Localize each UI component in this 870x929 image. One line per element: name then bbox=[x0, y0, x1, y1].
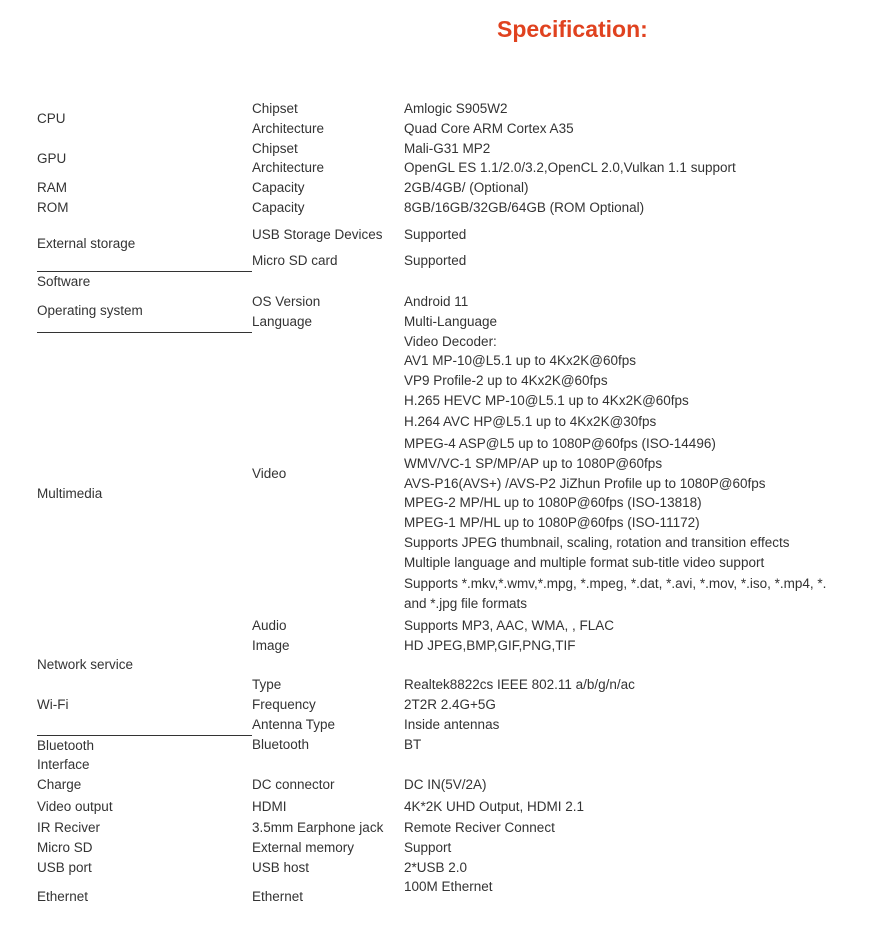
video-spec-line: and *.jpg file formats bbox=[404, 596, 528, 611]
category-ir-receiver: IR Reciver bbox=[37, 820, 101, 835]
spec-value: 4K*2K UHD Output, HDMI 2.1 bbox=[404, 799, 585, 814]
category-operating-system: Operating system bbox=[37, 303, 143, 318]
spec-value: Supported bbox=[404, 227, 467, 242]
spec-value: Quad Core ARM Cortex A35 bbox=[404, 121, 574, 136]
category-micro-sd: Micro SD bbox=[37, 840, 93, 855]
video-spec-line: Multiple language and multiple format sub-title video support bbox=[404, 555, 765, 570]
spec-value: Mali-G31 MP2 bbox=[404, 141, 491, 156]
divider bbox=[37, 735, 252, 736]
category-usb-port: USB port bbox=[37, 860, 92, 875]
spec-value: Remote Reciver Connect bbox=[404, 820, 555, 835]
video-spec-line: MPEG-1 MP/HL up to 1080P@60fps (ISO-11172) bbox=[404, 515, 700, 530]
spec-label: USB Storage Devices bbox=[252, 227, 383, 242]
spec-label: HDMI bbox=[252, 799, 287, 814]
spec-label: Audio bbox=[252, 618, 287, 633]
spec-value: Supports MP3, AAC, WMA, , FLAC bbox=[404, 618, 615, 633]
spec-label: Architecture bbox=[252, 160, 325, 175]
spec-label: Type bbox=[252, 677, 282, 692]
video-spec-line: MPEG-2 MP/HL up to 1080P@60fps (ISO-13818) bbox=[404, 495, 702, 510]
spec-value: HD JPEG,BMP,GIF,PNG,TIF bbox=[404, 638, 576, 653]
spec-value: 100M Ethernet bbox=[404, 879, 493, 894]
spec-label: USB host bbox=[252, 860, 310, 875]
spec-value: Support bbox=[404, 840, 452, 855]
spec-label: Chipset bbox=[252, 101, 298, 116]
spec-label: DC connector bbox=[252, 777, 335, 792]
category-ethernet: Ethernet bbox=[37, 889, 89, 904]
category-gpu: GPU bbox=[37, 151, 67, 166]
video-spec-line: MPEG-4 ASP@L5 up to 1080P@60fps (ISO-14496) bbox=[404, 436, 716, 451]
video-spec-line: H.264 AVC HP@L5.1 up to 4Kx2K@30fps bbox=[404, 414, 657, 429]
category-charge: Charge bbox=[37, 777, 82, 792]
spec-label: 3.5mm Earphone jack bbox=[252, 820, 384, 835]
spec-label: Chipset bbox=[252, 141, 298, 156]
spec-value: 2*USB 2.0 bbox=[404, 860, 468, 875]
category-rom: ROM bbox=[37, 200, 69, 215]
video-spec-line: Supports *.mkv,*.wmv,*.mpg, *.mpeg, *.dat, *.avi, *.mov, *.iso, *.mp4, *. bbox=[404, 576, 827, 591]
spec-label: Antenna Type bbox=[252, 717, 336, 732]
spec-value: OpenGL ES 1.1/2.0/3.2,OpenCL 2.0,Vulkan 1.1 support bbox=[404, 160, 736, 175]
spec-label: OS Version bbox=[252, 294, 321, 309]
video-spec-line: Supports JPEG thumbnail, scaling, rotation and transition effects bbox=[404, 535, 790, 550]
spec-value: 2T2R 2.4G+5G bbox=[404, 697, 496, 712]
spec-label: Ethernet bbox=[252, 889, 304, 904]
spec-label: Image bbox=[252, 638, 290, 653]
category-ram: RAM bbox=[37, 180, 67, 195]
spec-label: External memory bbox=[252, 840, 355, 855]
spec-value: 8GB/16GB/32GB/64GB (ROM Optional) bbox=[404, 200, 645, 215]
spec-value: Multi-Language bbox=[404, 314, 498, 329]
spec-label: Language bbox=[252, 314, 313, 329]
video-spec-line: H.265 HEVC MP-10@L5.1 up to 4Kx2K@60fps bbox=[404, 393, 689, 408]
category-video-output: Video output bbox=[37, 799, 113, 814]
category-software: Software bbox=[37, 274, 91, 289]
spec-label: Micro SD card bbox=[252, 253, 338, 268]
spec-label: Bluetooth bbox=[252, 737, 310, 752]
spec-label: Capacity bbox=[252, 180, 305, 195]
divider bbox=[37, 332, 252, 333]
divider bbox=[37, 271, 252, 272]
spec-value: DC IN(5V/2A) bbox=[404, 777, 487, 792]
spec-label: Video bbox=[252, 466, 287, 481]
category-multimedia: Multimedia bbox=[37, 486, 103, 501]
spec-value: 2GB/4GB/ (Optional) bbox=[404, 180, 529, 195]
category-wifi: Wi-Fi bbox=[37, 697, 69, 712]
video-spec-line: WMV/VC-1 SP/MP/AP up to 1080P@60fps bbox=[404, 456, 663, 471]
spec-value: BT bbox=[404, 737, 422, 752]
spec-value: Inside antennas bbox=[404, 717, 500, 732]
video-spec-line: VP9 Profile-2 up to 4Kx2K@60fps bbox=[404, 373, 608, 388]
spec-label: Capacity bbox=[252, 200, 305, 215]
spec-value: Amlogic S905W2 bbox=[404, 101, 508, 116]
page-title: Specification: bbox=[497, 16, 648, 42]
video-spec-line: Video Decoder: bbox=[404, 334, 497, 349]
spec-label: Architecture bbox=[252, 121, 325, 136]
spec-value: Realtek8822cs IEEE 802.11 a/b/g/n/ac bbox=[404, 677, 635, 692]
category-bluetooth: Bluetooth bbox=[37, 738, 95, 753]
video-spec-line: AVS-P16(AVS+) /AVS-P2 JiZhun Profile up to 1080P@60fps bbox=[404, 476, 766, 491]
category-network-service: Network service bbox=[37, 657, 134, 672]
video-spec-line: AV1 MP-10@L5.1 up to 4Kx2K@60fps bbox=[404, 353, 637, 368]
spec-label: Frequency bbox=[252, 697, 316, 712]
spec-value: Supported bbox=[404, 253, 467, 268]
category-interface: Interface bbox=[37, 757, 90, 772]
category-cpu: CPU bbox=[37, 111, 66, 126]
category-external-storage: External storage bbox=[37, 236, 136, 251]
spec-value: Android 11 bbox=[404, 294, 469, 309]
